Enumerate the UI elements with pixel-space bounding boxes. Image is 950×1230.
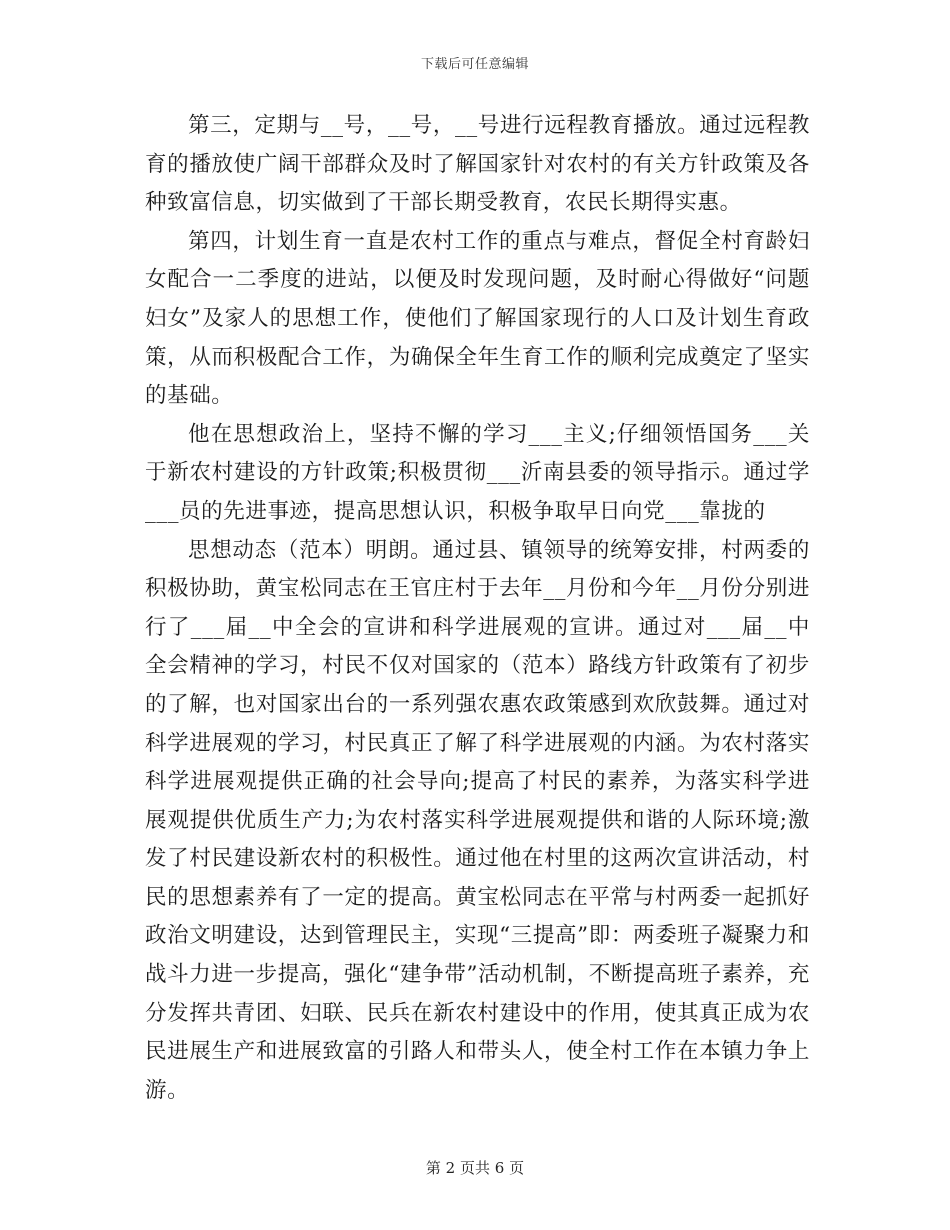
document-body bbox=[145, 107, 810, 1110]
page-header-note: 下载后可任意编辑 bbox=[420, 57, 529, 72]
paragraph-1: 第三，定期与__号，__号，__号进行远程教育播放。通过远程教育的播放使广阔干部群众及时了解国家针对农村的有关方针政策及各种致富信息，切实做到了干部长期受教育，农民长期得实惠。 bbox=[145, 113, 810, 216]
page-number: 第 2 页共 6 页 bbox=[425, 1159, 525, 1177]
paragraph-2: 第四，计划生育一直是农村工作的重点与难点，督促全村育龄妇女配合一二季度的进站，以便及时发现问题，及时耐心得做好“问题妇女”及家人的思想工作，使他们了解国家现行的人口及计划生育政策，从而积极配合工作，为确保全年生育工作的顺利完成奠定了坚实的基础。 bbox=[145, 228, 810, 409]
paragraph-3: 他在思想政治上，坚持不懈的学习___主义;仔细领悟国务___关于新农村建设的方针政策;积极贯彻___沂南县委的领导指示。通过学___员的先进事迹，提高思想认识，积极争取早日向党___靠拢的 bbox=[145, 421, 810, 524]
paragraph-4: 思想动态（范本）明朗。通过县、镇领导的统筹安排，村两委的积极协助，黄宝松同志在王官庄村于去年__月份和今年__月份分别进行了___届__中全会的宣讲和科学进展观的宣讲。通过对___届__中全会精神的学习，村民不仅对国家的（范本）路线方针政策有了初步的了解，也对国家出台的一系列强农惠农政策感到欢欣鼓舞。通过对科学进展观的学习，村民真正了解了科学进展观的内涵。为农村落实科学进展观提供正确的社会导向;提高了村民的素养，为落实科学进展观提供优质生产力;为农村落实科学进展观提供和谐的人际环境;激发了村民建设新农村的积极性。通过他在村里的这两次宣讲活动，村民的思想素养有了一定的提高。黄宝松同志在平常与村两委一起抓好政治文明建设，达到管理民主，实现“三提高”即：两委班子凝聚力和战斗力进一步提高，强化“建争带”活动机制，不断提高班子素养，充分发挥共青团、妇联、民兵在新农村建设中的作用，使其真正成为农民进展生产和进展致富的引路人和带头人，使全村工作在本镇力争上游。 bbox=[145, 537, 810, 1103]
